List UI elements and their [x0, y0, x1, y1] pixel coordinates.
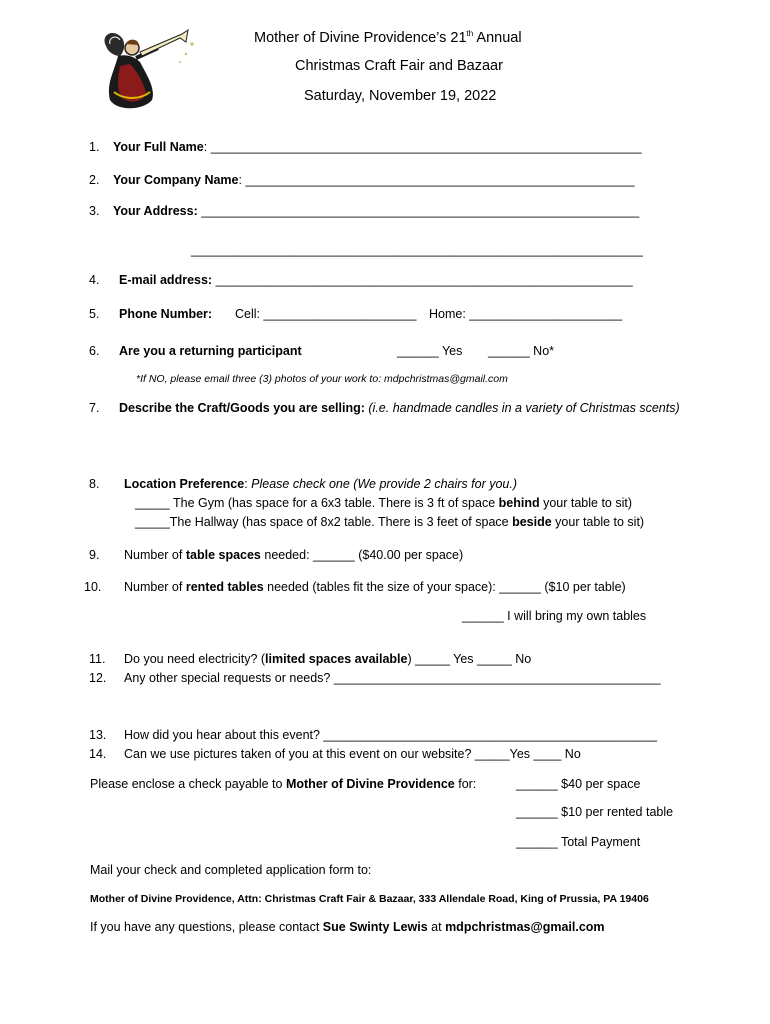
question-rented-tables[interactable]: 10. Number of rented tables needed (tables fit the size of your space): ______ ($10 per table) — [84, 580, 626, 594]
question-location: 8. Location Preference: Please check one (We provide 2 chairs for you.) — [89, 477, 518, 491]
question-describe-craft[interactable]: 7. Describe the Craft/Goods you are selling: (i.e. handmade candles in a variety of Christmas scents) — [89, 401, 680, 415]
location-hallway-option[interactable]: _____The Hallway (has space of 8x2 table. There is 3 feet of space beside your table to sit) — [135, 515, 645, 529]
location-gym-option[interactable]: _____ The Gym (has space for a 6x3 table. There is 3 ft of space behind your table to sit) — [135, 496, 633, 510]
payment-instruction: Please enclose a check payable to Mother of Divine Providence for: — [90, 777, 477, 791]
header-line-3: Saturday, November 19, 2022 — [304, 88, 497, 104]
phone-cell-field[interactable]: Cell: ______________________ — [235, 307, 417, 321]
question-returning: 6. Are you a returning participant — [89, 344, 302, 358]
question-special-requests[interactable]: 12. Any other special requests or needs? _______________________________________________ — [89, 671, 661, 685]
question-electricity[interactable]: 11. Do you need electricity? (limited spaces available) _____ Yes _____ No — [89, 652, 532, 666]
returning-no-option[interactable]: ______ No* — [488, 344, 555, 358]
phone-home-field[interactable]: Home: ______________________ — [429, 307, 623, 321]
returning-yes-option[interactable]: ______ Yes — [397, 344, 463, 358]
payment-rented-option[interactable]: ______ $10 per rented table — [516, 805, 674, 819]
question-full-name[interactable]: 1. Your Full Name: ______________________________________________________________ — [89, 140, 642, 154]
question-table-spaces[interactable]: 9. Number of table spaces needed: ______ ($40.00 per space) — [89, 548, 464, 562]
question-address[interactable]: 3. Your Address: _______________________________________________________________ — [89, 204, 640, 218]
question-email[interactable]: 4. E-mail address: ____________________________________________________________ — [89, 273, 633, 287]
returning-note: *If NO, please email three (3) photos of your work to: mdpchristmas@gmail.com — [136, 373, 508, 385]
mail-intro: Mail your check and completed application form to: — [90, 863, 372, 877]
payment-space-option[interactable]: ______ $40 per space — [516, 777, 641, 791]
mail-address: Mother of Divine Providence, Attn: Christmas Craft Fair & Bazaar, 333 Allendale Road, King of Prussia, PA 19406 — [90, 893, 649, 905]
payment-total-field[interactable]: ______ Total Payment — [516, 835, 641, 849]
header-line-1: Mother of Divine Providence’s 21th Annual — [254, 29, 522, 46]
question-company-name[interactable]: 2. Your Company Name: ________________________________________________________ — [89, 173, 635, 187]
own-tables-option[interactable]: ______ I will bring my own tables — [462, 609, 647, 623]
contact-email-link[interactable]: mdpchristmas@gmail.com — [445, 920, 605, 934]
angel-trumpet-icon — [96, 26, 200, 116]
address-line-2[interactable]: _________________________________________________________________ — [191, 243, 643, 257]
question-hear-about[interactable]: 13. How did you hear about this event? ________________________________________________ — [89, 728, 658, 742]
header-line-2: Christmas Craft Fair and Bazaar — [295, 58, 503, 74]
contact-line: If you have any questions, please contact Sue Swinty Lewis at mdpchristmas@gmail.com — [90, 920, 605, 934]
question-pictures[interactable]: 14. Can we use pictures taken of you at this event on our website? _____Yes ____ No — [89, 747, 581, 761]
question-phone: 5. Phone Number: — [89, 307, 213, 321]
